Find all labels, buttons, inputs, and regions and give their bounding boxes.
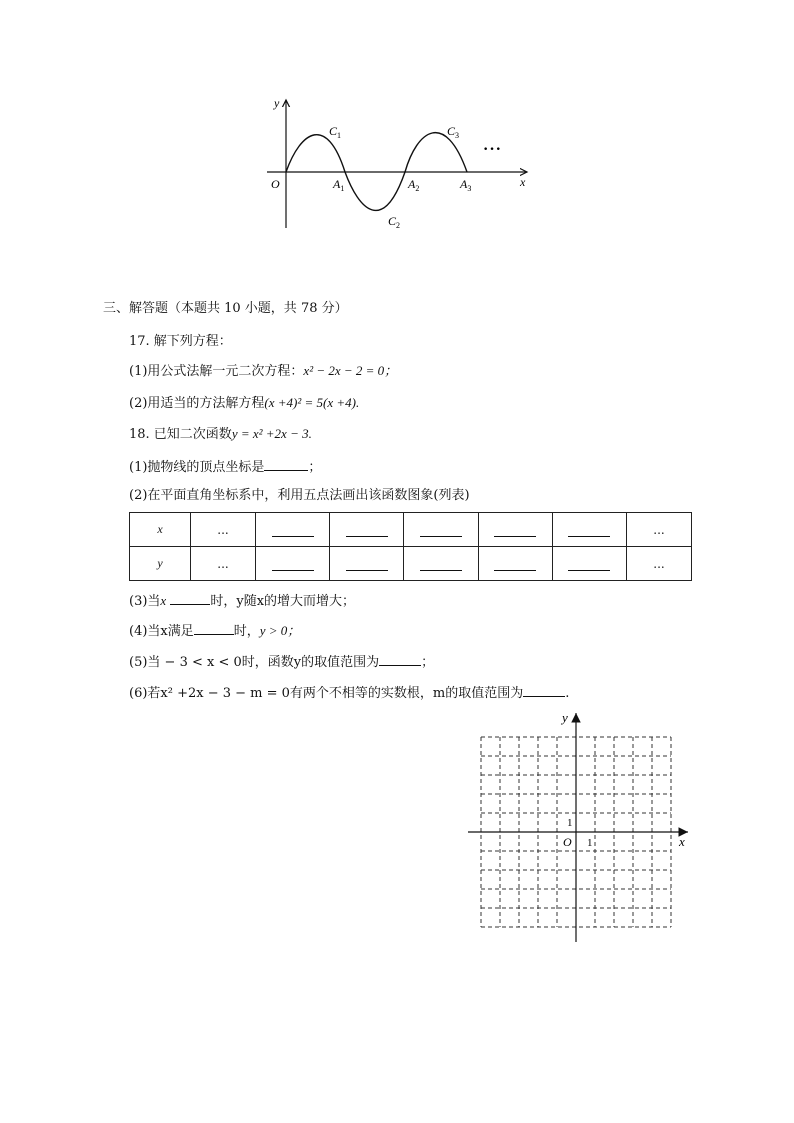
q18-part4-text-c: y > 0；: [259, 623, 301, 638]
q17-title: 17. 解下列方程：: [129, 334, 232, 349]
q17-part1-text: (1)用公式法解一元二次方程：: [129, 364, 304, 379]
q17-part2-text: (2)用适当的方法解方程: [129, 396, 265, 411]
label-a1: $A_1$: [333, 177, 345, 193]
q18-part5-text: (5)当 − 3 < x < 0时，函数y的取值范围为: [129, 655, 380, 670]
q17-part1-equation: x² − 2x − 2 = 0；: [303, 363, 398, 378]
table-cell-ellipsis: ...: [191, 547, 256, 581]
q18-title-text: 18. 已知二次函数: [129, 427, 232, 442]
answer-blank[interactable]: [194, 620, 234, 635]
q18-part4-text-b: 时，: [233, 624, 260, 639]
x-axis-label: x: [679, 834, 685, 849]
table-cell-blank[interactable]: [478, 547, 552, 581]
ellipsis-label: ···: [483, 141, 503, 158]
q18-part3-text-c: y随x的增大而增大；: [236, 594, 356, 609]
answer-blank[interactable]: [379, 651, 421, 666]
q18-part3-text-a: (3)当: [129, 594, 161, 609]
q18-part3: [129, 590, 355, 611]
table-header-x: x: [130, 513, 191, 547]
q18-part3-text-b: 时，: [210, 594, 237, 609]
origin-label: O: [271, 177, 280, 191]
q18-part5-end: ；: [421, 655, 435, 670]
q18-part3-var: x: [160, 593, 167, 608]
origin-label: O: [563, 835, 572, 849]
table-cell-blank[interactable]: [256, 547, 330, 581]
q18-part6-end: .: [565, 686, 570, 701]
q18-title: [129, 425, 312, 444]
label-c1: $C_1$: [329, 124, 342, 140]
q18-part1-end: ；: [308, 460, 322, 475]
table-cell-blank[interactable]: [330, 547, 404, 581]
table-cell-blank[interactable]: [256, 513, 330, 547]
answer-blank[interactable]: [170, 590, 210, 605]
answer-blank[interactable]: [264, 456, 308, 471]
q18-part4-text-a: (4)当x满足: [129, 624, 194, 639]
table-cell-ellipsis: ...: [191, 513, 256, 547]
q18-title-equation: y = x² +2x − 3.: [231, 426, 312, 441]
q18-part6-text: (6)若x² +2x − 3 − m = 0有两个不相等的实数根，m的取值范围为: [129, 686, 524, 701]
q18-part4: [129, 620, 300, 641]
q17-part2-equation: (x +4)² = 5(x +4).: [264, 395, 360, 410]
coordinate-grid-figure: [460, 705, 695, 950]
tick-label-x: 1: [587, 837, 593, 849]
x-axis-label: x: [520, 175, 526, 189]
table-cell-blank[interactable]: [330, 513, 404, 547]
value-table: [129, 512, 692, 581]
q17-part1: [129, 362, 397, 381]
table-cell-blank[interactable]: [552, 513, 626, 547]
section-title: 三、解答题（本题共 10 小题，共 78 分）: [103, 301, 348, 316]
q18-part1-text: (1)抛物线的顶点坐标是: [129, 460, 265, 475]
q17-part2: [129, 394, 359, 413]
table-cell-ellipsis: ...: [627, 513, 692, 547]
label-a2: $A_2$: [408, 177, 420, 193]
table-cell-blank[interactable]: [404, 547, 478, 581]
table-cell-ellipsis: ...: [627, 547, 692, 581]
table-row-y: [130, 547, 692, 581]
q18-part1: [129, 456, 321, 477]
label-c2: $C_2$: [388, 214, 401, 230]
q18-part5: [129, 651, 434, 672]
table-header-y: y: [130, 547, 191, 581]
q18-part2: (2)在平面直角坐标系中，利用五点法画出该函数图象(列表): [129, 488, 470, 503]
tick-label-y: 1: [567, 817, 573, 829]
table-cell-blank[interactable]: [478, 513, 552, 547]
y-axis-label: y: [274, 96, 280, 110]
answer-blank[interactable]: [523, 682, 565, 697]
label-a3: $A_3$: [460, 177, 472, 193]
table-row-x: [130, 513, 692, 547]
label-c3: $C_3$: [447, 124, 460, 140]
table-cell-blank[interactable]: [404, 513, 478, 547]
y-axis-label: y: [562, 710, 568, 725]
sine-curve-figure: [255, 90, 545, 240]
table-cell-blank[interactable]: [552, 547, 626, 581]
q18-part6: [129, 682, 569, 703]
